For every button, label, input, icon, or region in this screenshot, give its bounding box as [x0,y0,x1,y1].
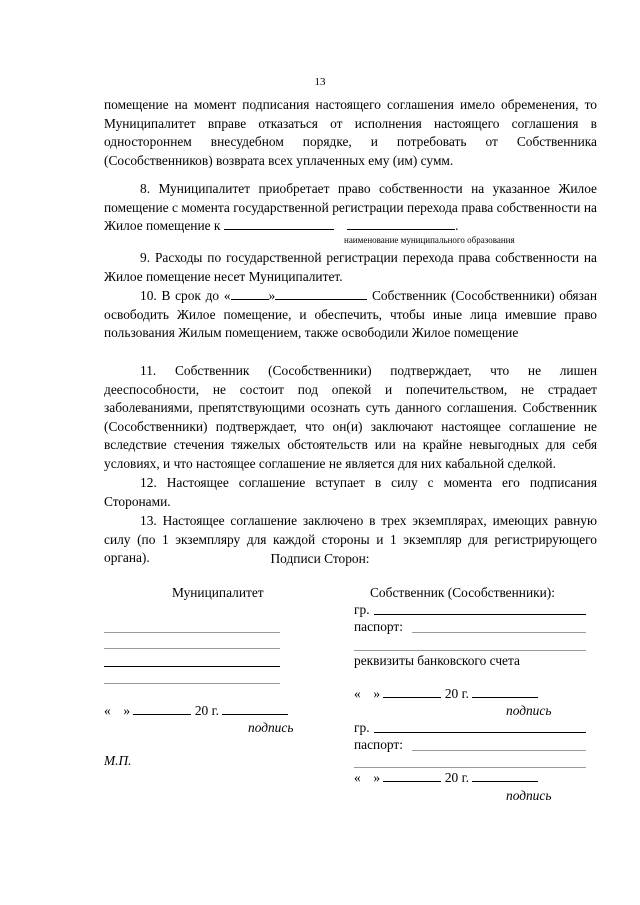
bank-details-label: реквизиты банковского счета [354,653,520,668]
paragraph-text: помещение на момент подписания настоящего соглашения имело обременения, то Муниципалитет вправе отказаться от исполнения настоящего соглашения в одностороннем внесудебном порядке, и потребовать от Собственника (Сособственников) возврата всех уплаченных ему (им) сумм. [104,97,597,168]
owner-1-passport-row [354,618,403,636]
paragraph-11-text: 11. Собственник (Сособственники) подтверждает, что не лишен дееспособности, не состоит под опекой и попечительством, не страдает заболеваниями, препятствующими осознать суть данного соглашения. Собственник (Сособственники) подтверждает, что он(и) заключают настоящее соглашение не вследствие стечения тяжелых обстоятельств или на крайне невыгодных для себя условиях, и что настоящее соглашение не является для них кабальной сделкой. [104,363,597,471]
owner-2-date-month-blank[interactable] [383,769,441,782]
owner-2-sign-caption: подпись [506,788,552,803]
owner-2-signature-blank[interactable] [472,769,538,782]
page-number: 13 [314,76,326,88]
paragraph-8-text: 8. Муниципалитет приобретает право собственности на указанное Жилое помещение с момента государственной регистрации перехода права собственности на Жилое помещение к [104,181,597,234]
paragraph-11 [104,362,597,474]
paragraph-10-text: Собственник (Сособственники) обязан освободить Жилое помещение, и обеспечить, чтобы иные лица имевшие право пользования Жилым помещением, также освободили Жилое помещение [104,288,597,341]
date-close-quote: » [373,686,381,701]
municipality-line-1[interactable] [104,632,280,633]
paragraph-10-start: 10. В срок до « [140,288,231,303]
date-close-quote: » [123,703,131,718]
passport-label: паспорт: [354,737,404,752]
date-close-quote: » [373,770,381,785]
municipality-caption: наименование муниципального образования [344,235,515,245]
owner-2-name-line[interactable] [374,732,586,733]
municipality-line-4[interactable] [104,683,280,684]
paragraph-10 [104,287,597,343]
stamp-label: М.П. [104,753,132,768]
date-open-quote: « [354,686,361,701]
paragraph-9 [104,249,597,286]
date-year-suffix: г. [461,686,469,701]
date-open-quote: « [104,703,111,718]
date-year: 20 [444,770,459,785]
municipality-date-month-blank[interactable] [133,702,191,715]
owner-1-passport-line[interactable] [412,632,586,633]
paragraph-8: 8. Муниципалитет приобретает право собственности на указанное Жилое помещение с момента государственной регистрации перехода права собственности на Жилое помещение к . [104,181,597,234]
owner-1-sign-caption: подпись [506,703,552,718]
citizen-label: гр. [354,602,370,617]
deadline-month-blank[interactable] [275,287,367,300]
paragraph-continuation [104,96,597,170]
paragraph-12 [104,474,597,511]
paragraph-10-quote: » [268,288,276,303]
municipality-line-2[interactable] [104,648,280,649]
signatures-heading: Подписи Сторон: [270,551,370,566]
owner-1-date-month-blank[interactable] [383,685,441,698]
date-year-suffix: г. [461,770,469,785]
owner-2-extra-line[interactable] [354,767,586,768]
owner-1-extra-line[interactable] [354,650,586,651]
owner-1-date [354,685,538,703]
date-open-quote: « [354,770,361,785]
municipality-line-3[interactable] [104,666,280,667]
owner-1-signature-blank[interactable] [472,685,538,698]
owner-2-passport-row [354,736,403,754]
municipality-sign-caption: подпись [248,720,294,735]
municipality-signature-blank[interactable] [222,702,288,715]
municipality-blank-2[interactable] [347,217,455,230]
citizen-label: гр. [354,720,370,735]
owner-2-passport-line[interactable] [412,750,586,751]
paragraph-13-text: 13. Настоящее соглашение заключено в трех экземплярах, имеющих равную силу (по 1 экземпляру для каждой стороны и 1 экземпляр для регистрирующего органа). [104,513,597,566]
date-year: 20 [194,703,209,718]
paragraph-12-text: 12. Настоящее соглашение вступает в силу с момента его подписания Сторонами. [104,475,597,509]
municipality-blank-1[interactable] [224,217,334,230]
owner-2-date [354,769,538,787]
owner-title: Собственник (Сособственники): [370,585,555,600]
date-year: 20 [444,686,459,701]
owner-1-name-line[interactable] [374,614,586,615]
owner-1-citizen-row [354,601,370,619]
passport-label: паспорт: [354,619,404,634]
municipality-title: Муниципалитет [172,585,264,600]
paragraph-9-text: 9. Расходы по государственной регистрации перехода права собственности на Жилое помещение несет Муниципалитет. [104,250,597,284]
deadline-day-blank[interactable] [231,287,269,300]
municipality-date [104,702,288,720]
date-year-suffix: г. [211,703,219,718]
owner-2-citizen-row [354,719,370,737]
